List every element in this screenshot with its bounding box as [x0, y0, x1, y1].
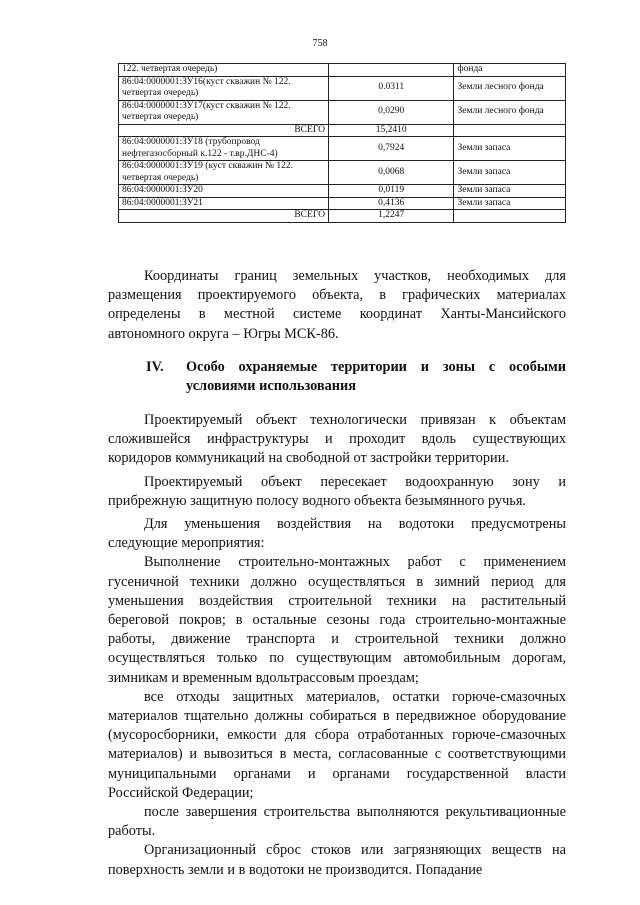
- paragraph-measure-recultivation: после завершения строительства выполняются рекультивационные работы.: [108, 804, 566, 840]
- category-cell: Земли запаса: [454, 185, 566, 198]
- plot-cell: 86:04:0000001:ЗУ21: [119, 197, 329, 210]
- table-row: [119, 185, 566, 198]
- plot-cell: 86:04:0000001:ЗУ17(куст скважин № 122. четвертая очередь): [119, 100, 329, 124]
- section-body: [108, 411, 566, 880]
- plot-cell: ВСЕГО: [119, 124, 329, 137]
- table-total-row: [119, 210, 566, 223]
- plot-cell: 86:04:0000001:ЗУ19 (куст скважин № 122. четвертая очередь): [119, 161, 329, 185]
- category-cell: Земли лесного фонда: [454, 76, 566, 100]
- category-cell: Земли лесного фонда: [454, 100, 566, 124]
- area-cell: 0,7924: [328, 137, 454, 161]
- table-row: [119, 161, 566, 185]
- area-cell: 1,2247: [328, 210, 454, 223]
- category-cell: фонда: [454, 64, 566, 77]
- plot-cell: 122. четвертая очередь): [119, 64, 329, 77]
- area-cell: 0.0311: [328, 76, 454, 100]
- category-cell: Земли запаса: [454, 197, 566, 210]
- area-cell: 0,4136: [328, 197, 454, 210]
- paragraph-discharge: Организационный сброс стоков или загрязняющих веществ на поверхность земли и в водотоки не производится. Попадание: [108, 842, 566, 878]
- table-total-row: [119, 124, 566, 137]
- area-cell: 0,0068: [328, 161, 454, 185]
- category-cell: [454, 124, 566, 137]
- coordinates-paragraph-block: [108, 267, 566, 344]
- section-number: IV.: [146, 359, 164, 375]
- paragraph-water-zone: Проектируемый объект пересекает водоохранную зону и прибрежную защитную полосу водного объекта безымянного ручья.: [108, 473, 566, 509]
- paragraph-infrastructure: Проектируемый объект технологически привязан к объектам сложившейся инфраструктуры и проходит вдоль существующих коридоров коммуникаций на свободной от застройки территории.: [108, 412, 566, 467]
- table-row: [119, 197, 566, 210]
- category-cell: [454, 210, 566, 223]
- section-title: Особо охраняемые территории и зоны с особыми условиями использования: [186, 359, 566, 395]
- category-cell: Земли запаса: [454, 137, 566, 161]
- table-row: [119, 137, 566, 161]
- area-cell: 15,2410: [328, 124, 454, 137]
- plot-cell: 86:04:0000001:ЗУ16(куст скважин № 122. четвертая очередь): [119, 76, 329, 100]
- paragraph-measure-construction: Выполнение строительно-монтажных работ с применением гусеничной техники должно осуществляться в зимний период для уменьшения воздействия строительной техники на растительный береговой покров; в остальные сезоны года строительно-монтажные работы, движение транспорта и строительной техники должно осуществляться только по существующим автомобильным дорогам, зимникам и временным вдольтрассовым проездам;: [108, 554, 566, 686]
- table-row: [119, 64, 566, 77]
- table-row: [119, 100, 566, 124]
- page-number: 758: [312, 38, 328, 49]
- area-cell: [328, 64, 454, 77]
- area-cell: 0,0290: [328, 100, 454, 124]
- land-plots-table: [118, 63, 566, 223]
- section-heading: [146, 358, 566, 396]
- paragraph-measures-intro: Для уменьшения воздействия на водотоки предусмотрены следующие мероприятия:: [108, 516, 566, 552]
- area-cell: 0,0119: [328, 185, 454, 198]
- plot-cell: 86:04:0000001:ЗУ18 (трубопровод нефтегазосборный к.122 - т.вр.ДНС-4): [119, 137, 329, 161]
- plot-cell: 86:04:0000001:ЗУ20: [119, 185, 329, 198]
- plot-cell: ВСЕГО: [119, 210, 329, 223]
- table-row: [119, 76, 566, 100]
- category-cell: Земли запаса: [454, 161, 566, 185]
- coordinates-paragraph: Координаты границ земельных участков, необходимых для размещения проектируемого объекта, в графических материалах определены в местной системе координат Ханты-Мансийского автономного округа – Югры МСК-86.: [108, 268, 566, 342]
- paragraph-measure-waste: все отходы защитных материалов, остатки горюче-смазочных материалов тщательно должны собираться в передвижное оборудование (мусоросборники, емкости для сбора отработанных горюче-смазочных материалов) и вывозиться в места, согласованные с соответствующими муниципальными органами и органами государственной власти Российской Федерации;: [108, 688, 566, 801]
